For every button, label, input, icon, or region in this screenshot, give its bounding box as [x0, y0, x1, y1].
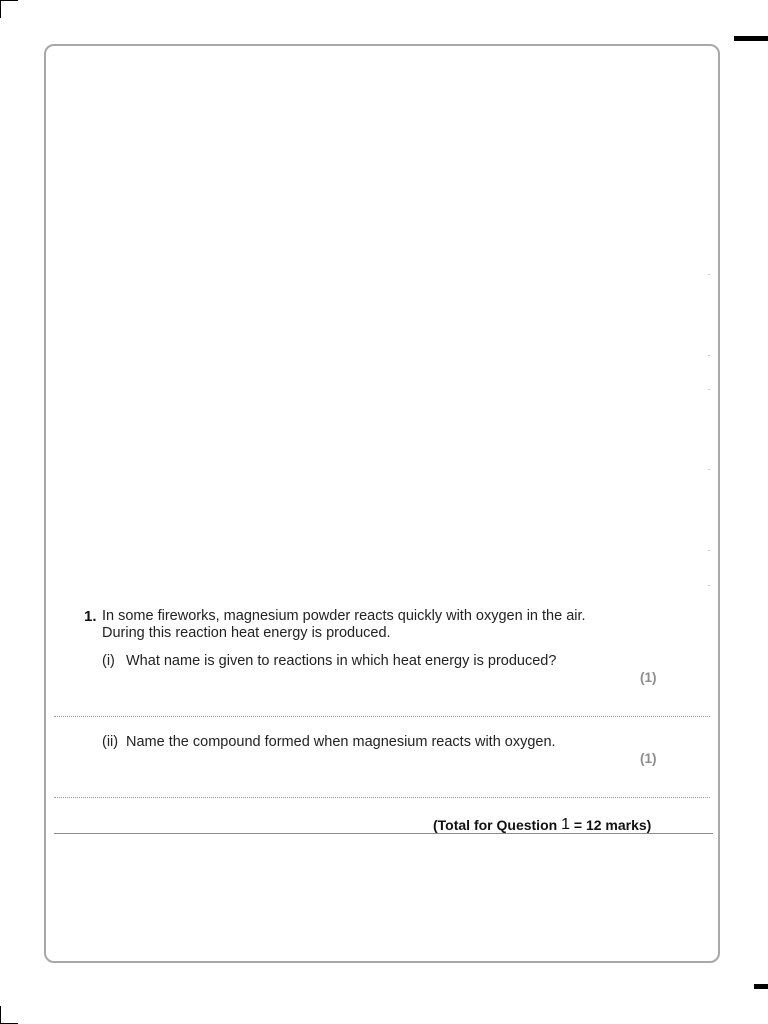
page-edge-marker [734, 36, 768, 41]
answer-line[interactable] [54, 716, 710, 717]
total-prefix: (Total for Question [433, 817, 562, 833]
crop-mark [0, 0, 18, 1]
margin-dot [708, 389, 710, 390]
sub-question-text: What name is given to reactions in which heat energy is produced? [126, 653, 557, 669]
question-total [433, 816, 651, 834]
total-number: 1 [561, 816, 570, 833]
question-stem-line: In some fireworks, magnesium powder reacts quickly with oxygen in the air. [102, 608, 586, 624]
question-stem-line: During this reaction heat energy is produced. [102, 625, 391, 641]
sub-question-label: (ii) [102, 734, 119, 750]
margin-dot [708, 585, 710, 586]
crop-mark [0, 1006, 1, 1024]
sub-question-i [102, 653, 556, 669]
page-edge-marker [754, 984, 768, 989]
sub-question-text: Name the compound formed when magnesium reacts with oxygen. [126, 734, 556, 750]
answer-line[interactable] [54, 797, 710, 798]
total-suffix: = 12 marks) [569, 817, 652, 833]
margin-dot [708, 355, 710, 356]
margin-dot [708, 550, 710, 551]
sub-question-ii [102, 734, 556, 750]
marks-allocation: (1) [640, 670, 657, 685]
marks-allocation: (1) [640, 751, 657, 766]
question-stem [102, 608, 586, 642]
sub-question-label: (i) [102, 653, 115, 669]
question-number: 1. [84, 608, 97, 625]
margin-dot [708, 274, 710, 275]
crop-mark [0, 0, 1, 18]
margin-dot [708, 469, 710, 470]
total-rule [54, 833, 713, 834]
